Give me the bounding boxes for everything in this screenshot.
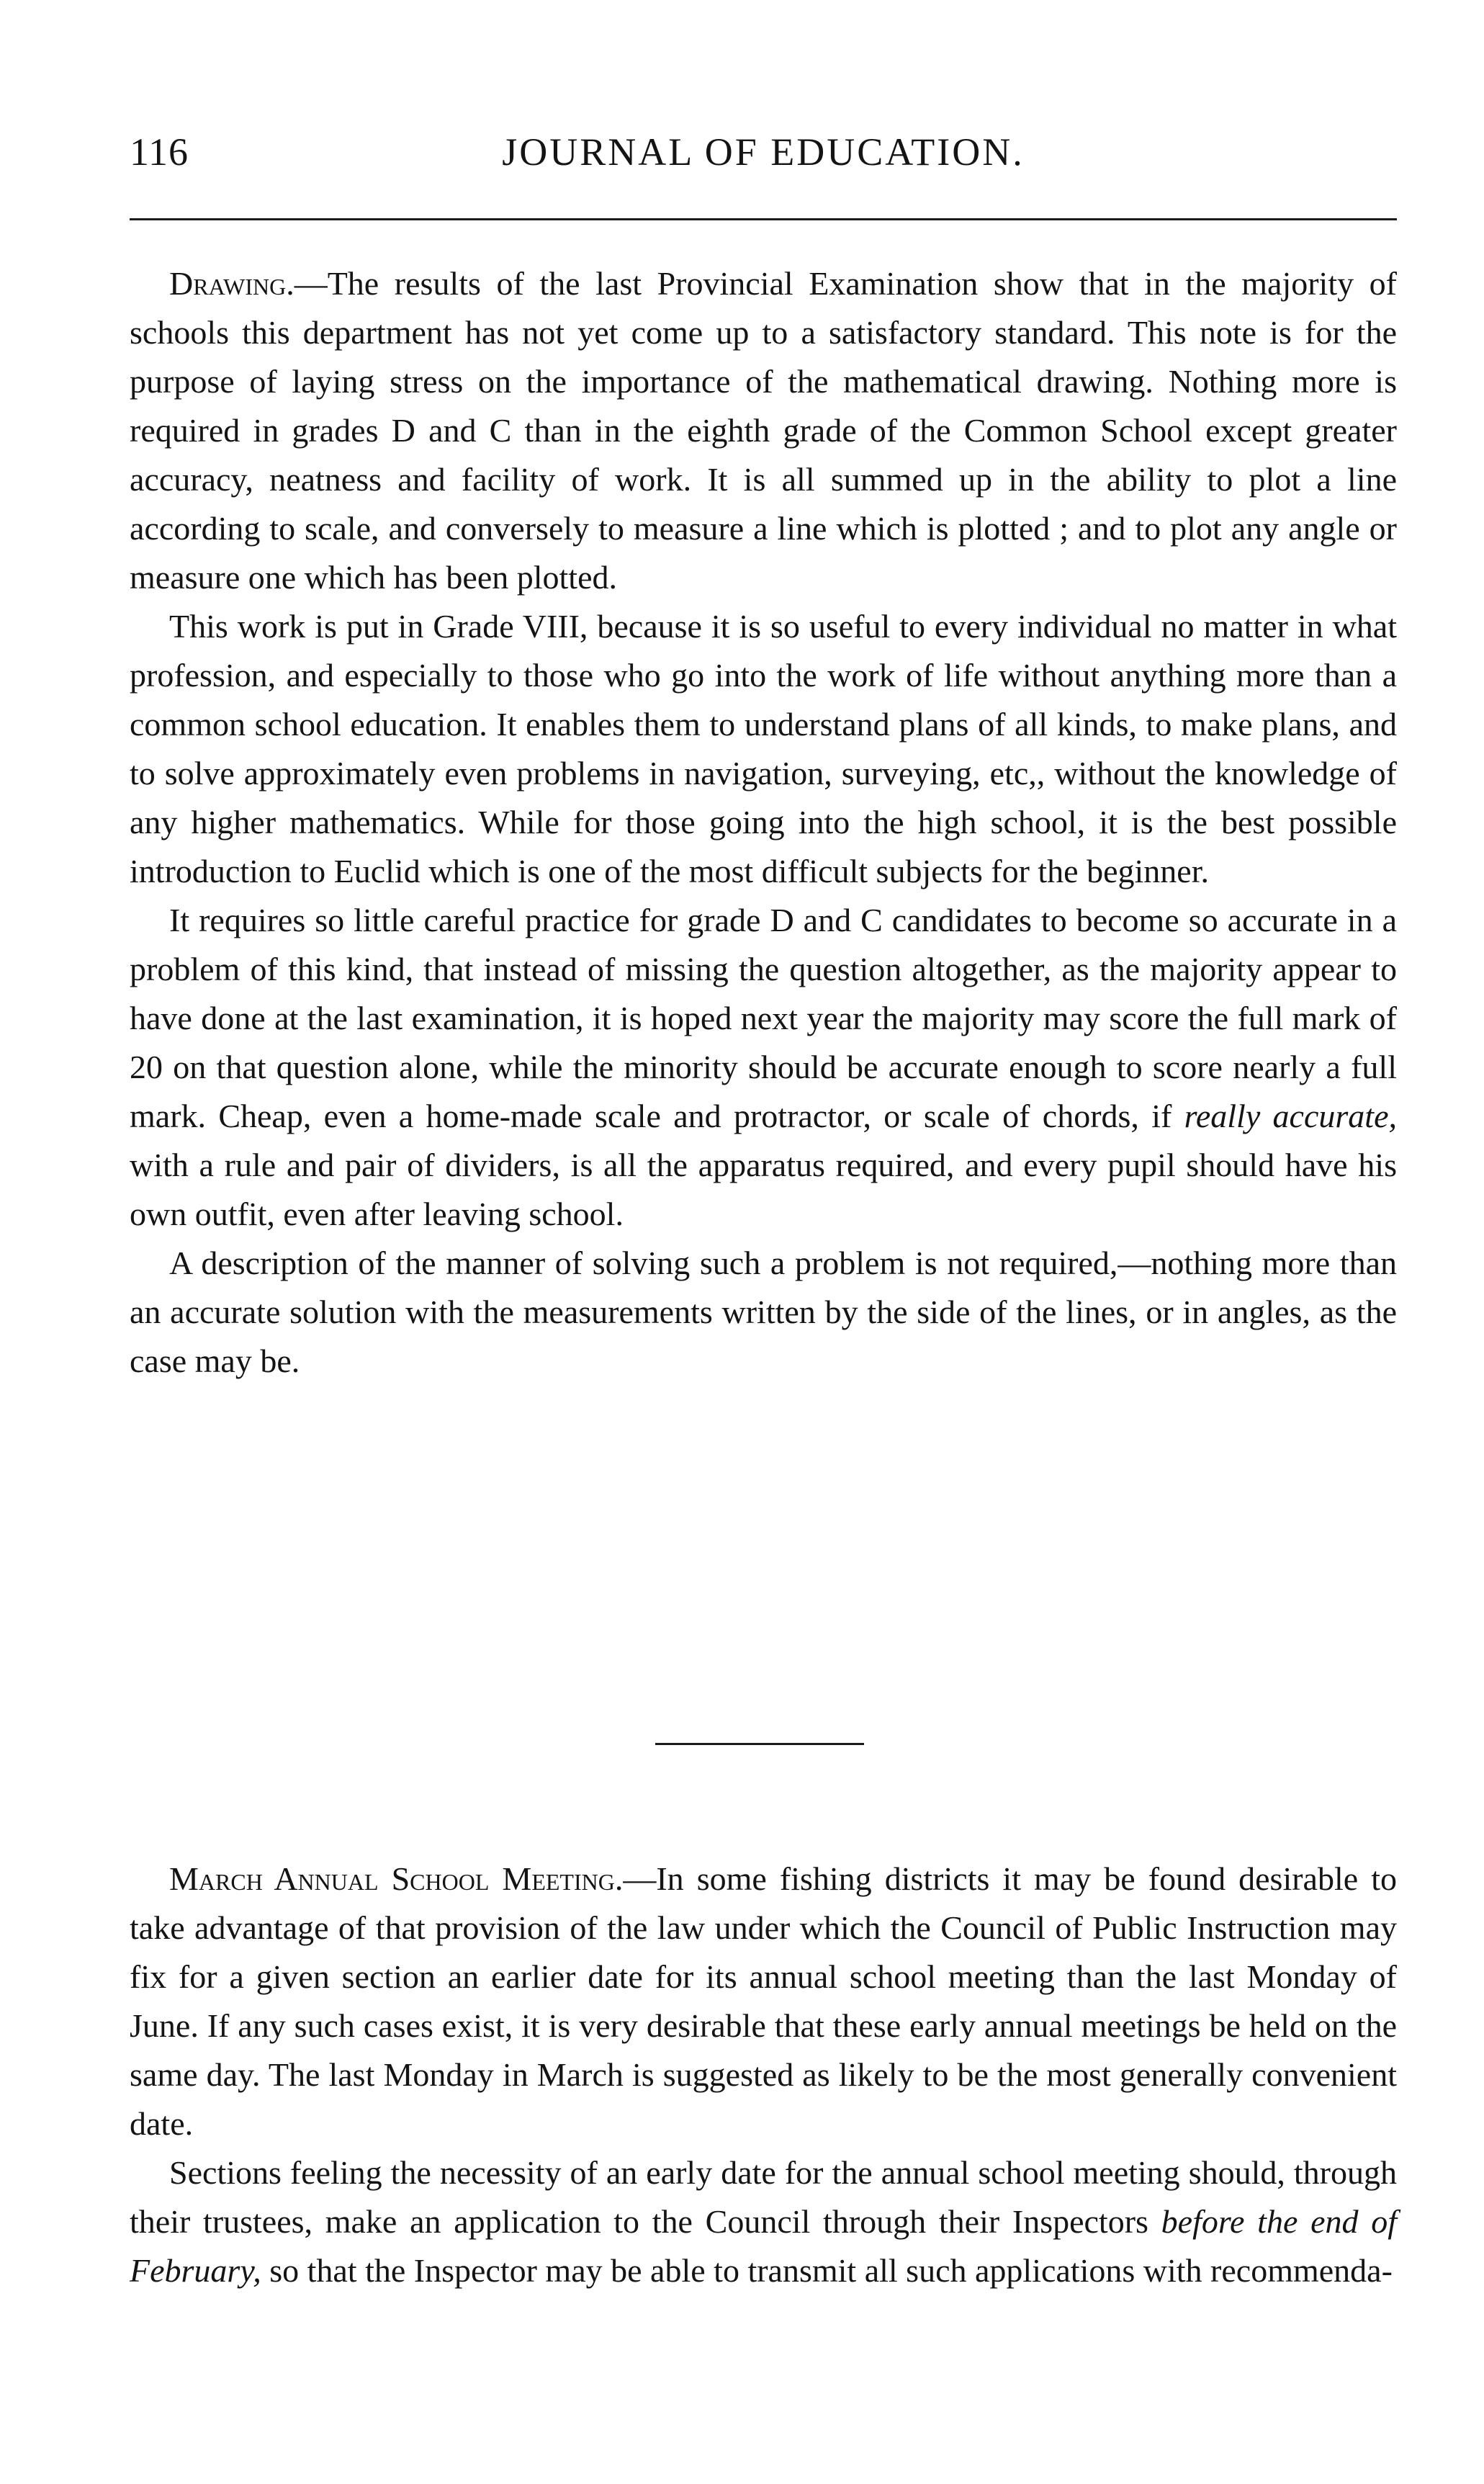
- drawing-paragraph-3-text-b: with a rule and pair of dividers, is all the apparatus required, and every pupil should have his own outfit, even after leaving school.: [130, 1147, 1397, 1232]
- meeting-paragraph-1: [130, 1855, 1397, 2148]
- meeting-section: [130, 1855, 1397, 2295]
- drawing-section: [130, 259, 1397, 1386]
- meeting-heading: March Annual School Meeting.: [169, 1860, 624, 1897]
- header-rule: [130, 218, 1397, 220]
- drawing-paragraph-3-text-a: It requires so little careful practice for grade D and C candidates to become so accurate in a problem of this kind, that instead of missing the question altogether, as the majority appear to have done at the last examination, it is hoped next year the majority may score the full mark of 20 on that question alone, while the minority should be accurate enough to score nearly a full mark. Cheap, even a home-made scale and protractor, or scale of chords, if: [130, 902, 1397, 1134]
- drawing-paragraph-1-text: —The results of the last Provincial Examination show that in the majority of schools this department has not yet come up to a satisfactory standard. This note is for the purpose of laying stress on the importance of the mathematical drawing. Nothing more is required in grades D and C than in the eighth grade of the Common School except greater accuracy, neatness and facility of work. It is all summed up in the ability to plot a line according to scale, and conversely to measure a line which is plotted ; and to plot any angle or measure one which has been plotted.: [130, 265, 1397, 596]
- section-divider: [655, 1743, 864, 1745]
- drawing-paragraph-3: [130, 896, 1397, 1239]
- drawing-paragraph-4: A description of the manner of solving such a problem is not required,—nothing more than an accurate solution with the measurements written by the side of the lines, or in angles, as the case may be.: [130, 1245, 1397, 1379]
- page-header: [130, 130, 1397, 187]
- meeting-paragraph-1-text: —In some fishing districts it may be found desirable to take advantage of that provision of the law under which the Council of Public Instruction may fix for a given section an earlier date for its annual school meeting than the last Monday of June. If any such cases exist, it is very desirable that these early annual meetings be held on the same day. The last Monday in March is suggested as likely to be the most generally convenient date.: [130, 1860, 1397, 2142]
- drawing-paragraph-2: This work is put in Grade VIII, because it is so useful to every individual no matter in what profession, and especially to those who go into the work of life without anything more than a common school education. It enables them to understand plans of all kinds, to make plans, and to solve approximately even problems in navigation, surveying, etc,, without the knowledge of any higher mathematics. While for those going into the high school, it is the best possible introduction to Euclid which is one of the most difficult subjects for the beginner.: [130, 608, 1397, 889]
- meeting-paragraph-2-text-b: so that the Inspector may be able to transmit all such applications with recommenda-: [261, 2252, 1393, 2289]
- journal-title: JOURNAL OF EDUCATION.: [502, 130, 1025, 174]
- meeting-paragraph-2-text-a: Sections feeling the necessity of an early date for the annual school meeting should, through their trustees, make an application to the Council through their Inspectors: [130, 2154, 1397, 2240]
- drawing-paragraph-1: [130, 259, 1397, 602]
- meeting-paragraph-2-italic: before the end of February,: [130, 2203, 1397, 2289]
- drawing-paragraph-3-italic: really accurate,: [1184, 1098, 1397, 1134]
- drawing-heading: Drawing.: [169, 265, 294, 302]
- page-number: 116: [130, 130, 189, 174]
- meeting-paragraph-2: [130, 2148, 1397, 2295]
